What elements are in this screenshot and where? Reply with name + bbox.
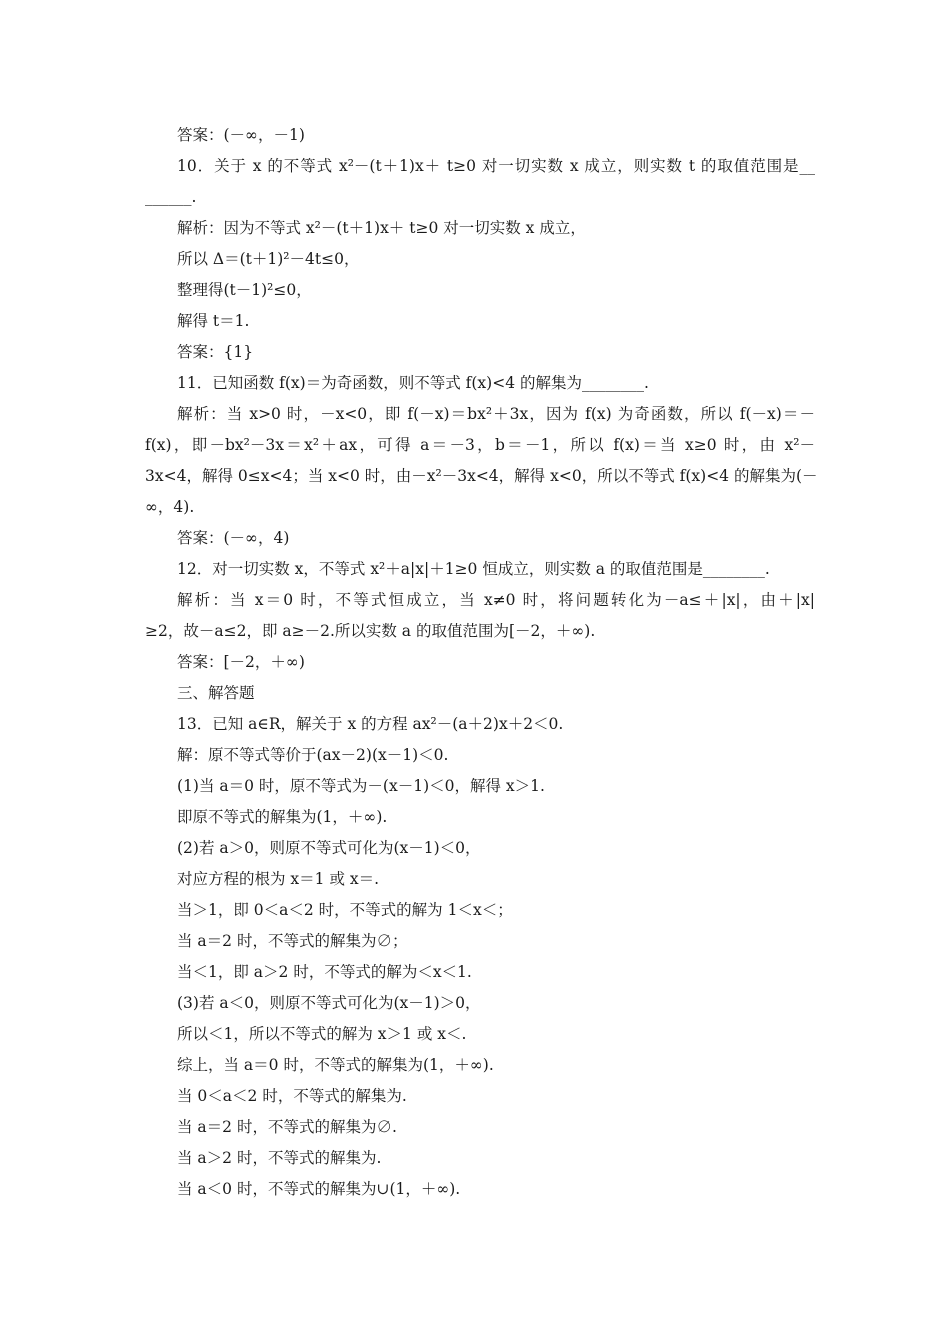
text-line: 当＞1，即 0＜a＜2 时，不等式的解为 1＜x＜； [177, 901, 513, 919]
text-line: 即原不等式的解集为(1，＋∞). [177, 808, 388, 826]
text-line: 所以＜1，所以不等式的解为 x＞1 或 x＜. [177, 1025, 467, 1043]
text-line: 答案：(－∞，4) [177, 529, 290, 547]
text-line: 解：原不等式等价于(ax－2)(x－1)＜0. [177, 746, 449, 764]
text-line: 答案：{1} [177, 343, 254, 361]
text-line: 所以 Δ＝(t＋1)²－4t≤0， [177, 250, 360, 268]
text-line: (1)当 a＝0 时，原不等式为－(x－1)＜0，解得 x＞1. [177, 777, 545, 795]
text-line: 整理得(t－1)²≤0， [177, 281, 312, 299]
text-line: (2)若 a＞0，则原不等式可化为(x－1)＜0， [177, 839, 481, 857]
text-line: 解得 t＝1. [177, 312, 250, 330]
text-line: f(x)，即－bx²－3x＝x²＋ax，可得 a＝－3，b＝－1，所以 f(x)＝当 x≥0 时，由 x²－ [145, 436, 815, 454]
text-line: 3x<4，解得 0≤x<4；当 x<0 时，由－x²－3x<4，解得 x<0，所以不等式 f(x)<4 的解集为(－ [145, 467, 818, 485]
text-line: 11．已知函数 f(x)＝为奇函数，则不等式 f(x)<4 的解集为________. [177, 374, 649, 392]
text-line: 答案：(－∞，－1) [177, 126, 305, 144]
text-line: 当 a＜0 时，不等式的解集为∪(1，＋∞). [177, 1180, 461, 1198]
text-line: 当 a＝2 时，不等式的解集为∅. [177, 1118, 397, 1136]
text-line: 13．已知 a∈R，解关于 x 的方程 ax²－(a＋2)x＋2＜0. [177, 715, 564, 733]
text-line: 当 a＝2 时，不等式的解集为∅； [177, 932, 408, 950]
text-line: 解析：当 x＝0 时，不等式恒成立，当 x≠0 时，将问题转化为－a≤＋|x|，由＋|x| [177, 591, 815, 609]
text-line: ≥2，故－a≤2，即 a≥－2.所以实数 a 的取值范围为[－2，＋∞). [145, 622, 596, 640]
text-line: 解析：当 x>0 时，－x<0，即 f(－x)＝bx²＋3x，因为 f(x) 为奇函数，所以 f(－x)＝－ [177, 405, 815, 423]
text-line: 12．对一切实数 x，不等式 x²＋a|x|＋1≥0 恒成立，则实数 a 的取值范围是________. [177, 560, 770, 578]
text-line: 综上，当 a＝0 时，不等式的解集为(1，＋∞). [177, 1056, 494, 1074]
text-line: 答案：[－2，＋∞) [177, 653, 305, 671]
text-line: ______. [145, 188, 197, 206]
text-line: 三、解答题 [177, 684, 255, 702]
text-line: (3)若 a＜0，则原不等式可化为(x－1)＞0， [177, 994, 481, 1012]
text-line: 10．关于 x 的不等式 x²－(t＋1)x＋ t≥0 对一切实数 x 成立，则实数 t 的取值范围是__ [177, 157, 815, 175]
text-line: ∞，4). [145, 498, 195, 516]
text-line: 对应方程的根为 x＝1 或 x＝. [177, 870, 380, 888]
document-body [145, 120, 818, 1205]
text-line: 当＜1，即 a＞2 时，不等式的解为＜x＜1. [177, 963, 472, 981]
text-line: 当 a＞2 时，不等式的解集为. [177, 1149, 382, 1167]
text-line: 解析：因为不等式 x²－(t＋1)x＋ t≥0 对一切实数 x 成立， [177, 219, 586, 237]
text-line: 当 0＜a＜2 时，不等式的解集为. [177, 1087, 407, 1105]
